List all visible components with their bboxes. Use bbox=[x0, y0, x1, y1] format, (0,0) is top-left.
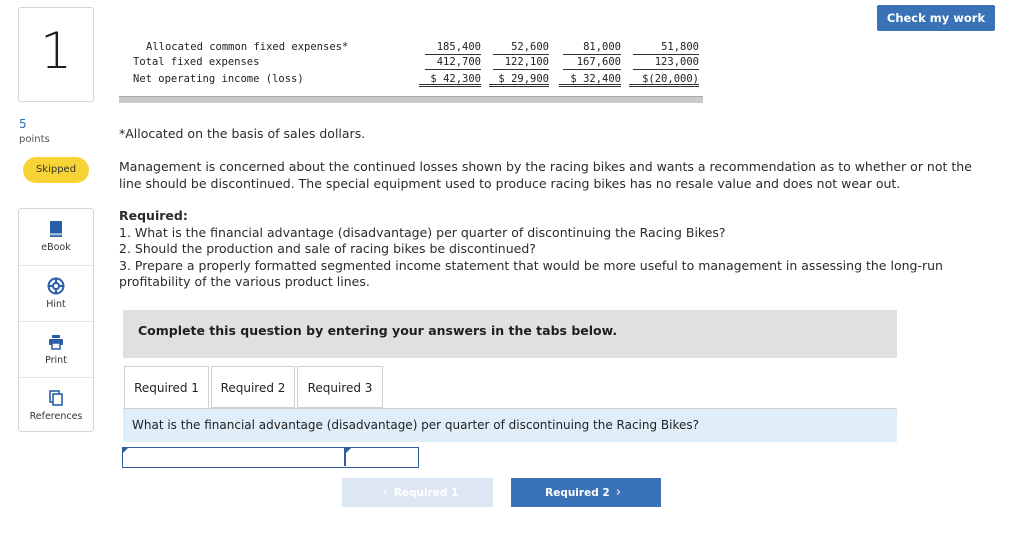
points-value: 5 bbox=[19, 117, 27, 131]
table-cell: $(20,000) bbox=[629, 73, 699, 87]
table-cell: 122,100 bbox=[493, 56, 549, 70]
table-row bbox=[119, 56, 703, 72]
ebook-icon bbox=[47, 220, 65, 238]
check-my-work-button[interactable]: Check my work bbox=[877, 5, 995, 31]
tools-panel bbox=[18, 208, 94, 432]
table-bottom-bar bbox=[119, 96, 703, 103]
print-icon bbox=[47, 333, 65, 351]
chevron-left-icon: ‹ bbox=[382, 485, 388, 500]
financial-table bbox=[119, 34, 703, 104]
row-label: Allocated common fixed expenses* bbox=[146, 41, 349, 53]
answer-amount-input[interactable] bbox=[346, 448, 416, 466]
required-item: 2. Should the production and sale of racing bikes be discontinued? bbox=[119, 241, 536, 256]
hint-label: Hint bbox=[46, 299, 66, 310]
print-button[interactable] bbox=[19, 321, 93, 377]
required-item: 1. What is the financial advantage (disadvantage) per quarter of discontinuing the Racing Bikes? bbox=[119, 224, 726, 240]
references-label: References bbox=[29, 411, 83, 422]
answer-row bbox=[122, 447, 419, 468]
prev-required-button[interactable] bbox=[342, 478, 493, 507]
table-cell: 52,600 bbox=[493, 41, 549, 55]
points-label: points bbox=[19, 134, 50, 145]
required-title: Required: bbox=[119, 208, 188, 223]
required-section bbox=[119, 208, 979, 291]
tab-required-2[interactable]: Required 2 bbox=[211, 366, 295, 408]
table-row bbox=[119, 73, 703, 89]
table-cell: 412,700 bbox=[425, 56, 481, 70]
print-label: Print bbox=[45, 355, 67, 366]
ebook-button[interactable] bbox=[19, 209, 93, 265]
active-question-text: What is the financial advantage (disadvantage) per quarter of discontinuing the Racing Bikes? bbox=[132, 418, 700, 432]
table-cell: 51,800 bbox=[633, 41, 699, 55]
row-label: Total fixed expenses bbox=[133, 56, 260, 68]
ebook-label: eBook bbox=[41, 242, 71, 253]
question-number-box bbox=[18, 7, 94, 102]
references-button[interactable] bbox=[19, 377, 93, 433]
table-cell: 185,400 bbox=[425, 41, 481, 55]
problem-paragraph: Management is concerned about the continued losses shown by the racing bikes and wants a recommendation as to whether or not the line should be discontinued. The special equipment used to produce racing bikes has no resale value and does not wear out. bbox=[119, 159, 972, 191]
table-cell: $ 32,400 bbox=[559, 73, 621, 87]
chevron-right-icon: › bbox=[615, 485, 621, 500]
table-cell: 81,000 bbox=[563, 41, 621, 55]
row-label: Net operating income (loss) bbox=[133, 73, 304, 85]
table-cell: $ 29,900 bbox=[489, 73, 549, 87]
instructions-text: Complete this question by entering your answers in the tabs below. bbox=[138, 323, 618, 338]
answer-label-input[interactable] bbox=[123, 448, 344, 466]
tab-required-3[interactable]: Required 3 bbox=[297, 366, 383, 408]
tab-required-1[interactable]: Required 1 bbox=[124, 366, 209, 409]
next-required-button[interactable] bbox=[511, 478, 661, 507]
question-number: 1 bbox=[40, 22, 72, 80]
skipped-badge: Skipped bbox=[23, 157, 89, 183]
hint-icon bbox=[47, 277, 65, 295]
prev-required-label: Required 1 bbox=[393, 487, 459, 499]
table-row bbox=[119, 41, 703, 57]
active-question-bar bbox=[123, 409, 897, 442]
table-cell: 167,600 bbox=[563, 56, 621, 70]
footnote: *Allocated on the basis of sales dollars. bbox=[119, 126, 366, 141]
next-required-label: Required 2 bbox=[545, 487, 610, 499]
references-icon bbox=[47, 389, 65, 407]
table-cell: 123,000 bbox=[633, 56, 699, 70]
instructions-banner bbox=[123, 310, 897, 358]
table-cell: $ 42,300 bbox=[419, 73, 481, 87]
hint-button[interactable] bbox=[19, 265, 93, 321]
required-item: 3. Prepare a properly formatted segmented income statement that would be more useful to management in assessing the long-run profitability of the various product lines. bbox=[119, 257, 943, 289]
